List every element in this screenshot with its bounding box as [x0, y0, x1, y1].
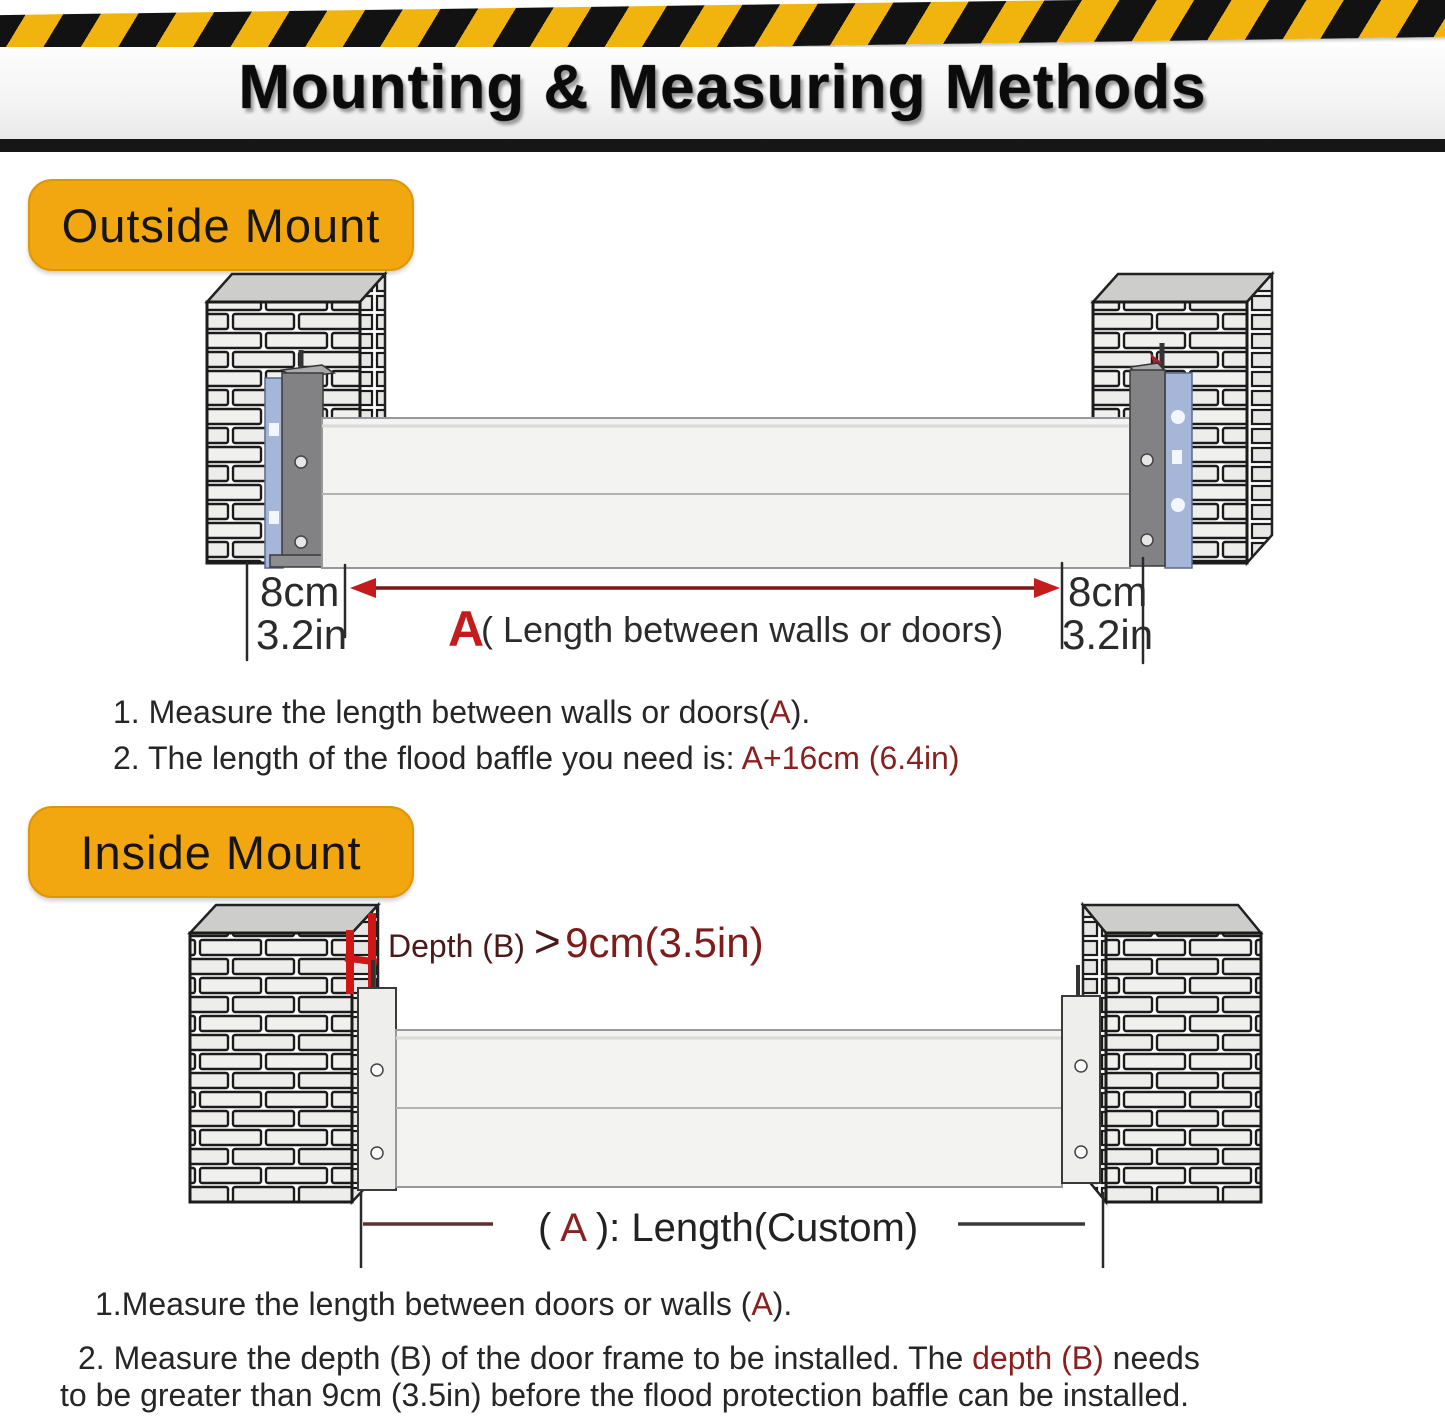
dim-right-in: 3.2in	[1062, 611, 1154, 658]
flood-barrier-panels	[322, 418, 1130, 568]
outside-step-1: 1. Measure the length between walls or doors(A).	[113, 694, 811, 730]
inside-mount-label: Inside Mount	[80, 825, 362, 879]
page-title: Mounting & Measuring Methods	[238, 53, 1207, 122]
inside-step-2-line-2: to be greater than 9cm (3.5in) before the flood protection baffle can be installed.	[60, 1377, 1190, 1413]
inside-step-1: 1.Measure the length between doors or walls (A).	[95, 1286, 793, 1322]
flood-barrier-panels	[396, 1030, 1062, 1187]
outside-step-2: 2. The length of the flood baffle you need is: A+16cm (6.4in)	[113, 740, 960, 776]
right-mounting-plate	[1062, 965, 1100, 1183]
inside-mount-badge	[28, 806, 414, 898]
right-mounting-bracket	[1130, 343, 1192, 568]
inside-mount-diagram	[0, 900, 1445, 1290]
outside-dimensions	[247, 558, 1153, 663]
depth-label: Depth (B) > 9cm(3.5in)	[388, 915, 764, 967]
dim-length-a: A	[448, 601, 485, 657]
dim-left-in: 3.2in	[256, 611, 348, 658]
length-custom-label: ( A ): Length(Custom)	[538, 1206, 919, 1250]
dim-left-cm: 8cm	[260, 568, 340, 615]
right-brick-pillar	[1083, 905, 1261, 1202]
left-mounting-plate	[358, 960, 396, 1190]
banner-divider-bar	[0, 139, 1445, 152]
outside-mount-diagram	[0, 255, 1445, 680]
dim-right-cm: 8cm	[1068, 568, 1148, 615]
inside-step-2-line-1: 2. Measure the depth (B) of the door frame to be installed. The depth (B) needs	[78, 1340, 1200, 1376]
inside-dimensions	[361, 1192, 1103, 1268]
outside-mount-label: Outside Mount	[61, 198, 381, 252]
dim-length-label: ( Length between walls or doors)	[481, 609, 1004, 650]
